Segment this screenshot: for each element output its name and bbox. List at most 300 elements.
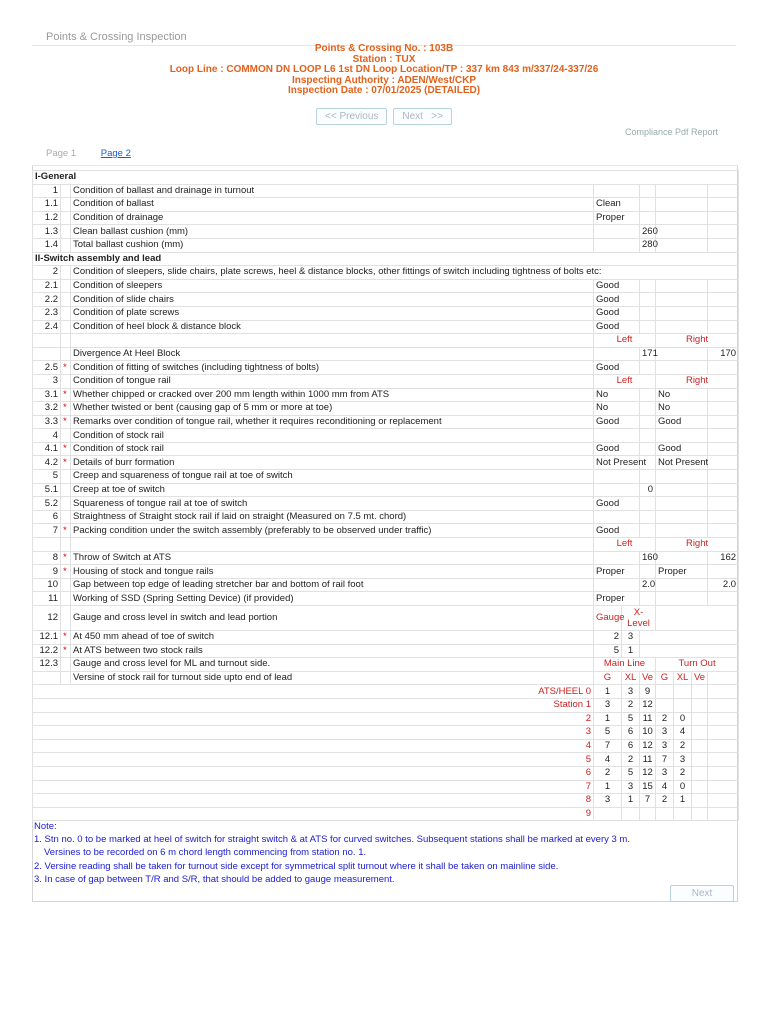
versine-value: 0 bbox=[674, 780, 692, 794]
station-label: 2 bbox=[33, 712, 594, 726]
mandatory-star bbox=[61, 538, 71, 552]
table-row bbox=[33, 578, 739, 592]
left-value bbox=[594, 429, 640, 443]
item-number: 1.1 bbox=[33, 198, 61, 212]
versine-value: 1 bbox=[594, 685, 622, 699]
note-1: 1. Stn no. 0 to be marked at heel of switch for straight switch & at ATS for curved switches. Subsequent stations shall be marked at every 3 m. bbox=[34, 834, 630, 846]
right-number bbox=[708, 510, 739, 524]
page-tabs bbox=[46, 148, 153, 159]
table-row bbox=[33, 497, 739, 511]
versine-value: 7 bbox=[656, 753, 674, 767]
station-label: 7 bbox=[33, 780, 594, 794]
mandatory-star bbox=[61, 606, 71, 631]
item-text: Whether chipped or cracked over 200 mm length within 1000 mm from ATS bbox=[71, 388, 594, 402]
table-row bbox=[33, 184, 739, 198]
notes-title: Note: bbox=[34, 821, 57, 832]
versine-value: 5 bbox=[622, 766, 640, 780]
left-number bbox=[640, 279, 656, 293]
item-text: Straightness of Straight stock rail if laid on straight (Measured on 7.5 mt. chord) bbox=[71, 510, 594, 524]
table-row bbox=[33, 739, 739, 753]
table-row bbox=[33, 606, 739, 631]
versine-value bbox=[692, 807, 708, 821]
item-number: 2.5 bbox=[33, 361, 61, 375]
right-number bbox=[708, 198, 739, 212]
right-number: 170 bbox=[708, 347, 739, 361]
compliance-pdf-link[interactable]: Compliance Pdf Report bbox=[624, 127, 718, 137]
station-label: Station 1 bbox=[33, 698, 594, 712]
table-row bbox=[33, 551, 739, 565]
table-row bbox=[33, 592, 739, 606]
note-3: 3. In case of gap between T/R and S/R, that should be added to gauge measurement. bbox=[34, 873, 395, 885]
table-row bbox=[33, 671, 739, 685]
mandatory-star bbox=[61, 497, 71, 511]
versine-value: 2 bbox=[622, 698, 640, 712]
item-number: 1.3 bbox=[33, 225, 61, 239]
versine-value: 4 bbox=[674, 726, 692, 740]
mandatory-star bbox=[61, 293, 71, 307]
item-number: 4.2 bbox=[33, 456, 61, 470]
right-number bbox=[708, 442, 739, 456]
left-header: Left bbox=[594, 334, 656, 348]
left-number bbox=[640, 592, 656, 606]
right-value bbox=[656, 578, 708, 592]
item-number: 1.4 bbox=[33, 238, 61, 252]
mandatory-star bbox=[61, 483, 71, 497]
mandatory-star bbox=[61, 320, 71, 334]
left-value: Good bbox=[594, 497, 640, 511]
report-header bbox=[0, 44, 768, 97]
item-number: 12.1 bbox=[33, 631, 61, 645]
left-value: Good bbox=[594, 320, 640, 334]
versine-value: 9 bbox=[640, 685, 656, 699]
right-value bbox=[656, 347, 708, 361]
versine-value: 3 bbox=[622, 780, 640, 794]
header-authority: Inspecting Authority : ADEN/West/CKP bbox=[291, 74, 477, 86]
item-text: Divergence At Heel Block bbox=[71, 347, 594, 361]
right-number: 2.0 bbox=[708, 578, 739, 592]
gauge-header: Gauge bbox=[594, 606, 622, 631]
left-number bbox=[640, 497, 656, 511]
item-number: 2.3 bbox=[33, 306, 61, 320]
left-value: Clean bbox=[594, 198, 640, 212]
left-value: Good bbox=[594, 524, 640, 538]
item-number: 12.2 bbox=[33, 644, 61, 658]
item-text: Condition of ballast and drainage in turnout bbox=[71, 184, 594, 198]
item-number: 4.1 bbox=[33, 442, 61, 456]
mandatory-star bbox=[61, 334, 71, 348]
header-station: Station : TUX bbox=[352, 53, 416, 65]
xlevel-header-line1: X- bbox=[633, 607, 644, 618]
blank-cell bbox=[708, 753, 739, 767]
right-number bbox=[708, 225, 739, 239]
blank-cell bbox=[640, 631, 739, 645]
item-text: Throw of Switch at ATS bbox=[71, 551, 594, 565]
mandatory-star bbox=[61, 592, 71, 606]
item-text: Condition of stock rail bbox=[71, 442, 594, 456]
item-text: Condition of drainage bbox=[71, 211, 594, 225]
table-row bbox=[33, 807, 739, 821]
right-value: No bbox=[656, 402, 708, 416]
table-row bbox=[33, 442, 739, 456]
header-loop-line: Loop Line : COMMON DN LOOP L6 1st DN Loop Location/TP : 337 km 843 m/337/24-337/26 bbox=[169, 64, 599, 75]
item-text bbox=[71, 334, 594, 348]
table-row bbox=[33, 510, 739, 524]
gauge-value: 2 bbox=[594, 631, 622, 645]
versine-col-header: Ve bbox=[640, 671, 656, 685]
versine-col-header: G bbox=[656, 671, 674, 685]
blank-cell bbox=[61, 671, 71, 685]
left-value: No bbox=[594, 388, 640, 402]
table-row bbox=[33, 794, 739, 808]
table-row bbox=[33, 524, 739, 538]
versine-col-header: G bbox=[594, 671, 622, 685]
right-number bbox=[708, 238, 739, 252]
item-number: 5.2 bbox=[33, 497, 61, 511]
item-number bbox=[33, 538, 61, 552]
versine-value: 3 bbox=[622, 685, 640, 699]
mandatory-star bbox=[61, 184, 71, 198]
item-number: 1.2 bbox=[33, 211, 61, 225]
section-heading: I-General bbox=[33, 171, 739, 185]
table-row bbox=[33, 320, 739, 334]
versine-value bbox=[640, 807, 656, 821]
right-header: Right bbox=[656, 334, 739, 348]
versine-value: 2 bbox=[594, 766, 622, 780]
right-number bbox=[708, 293, 739, 307]
mandatory-star bbox=[61, 225, 71, 239]
versine-value bbox=[692, 780, 708, 794]
item-text: Total ballast cushion (mm) bbox=[71, 238, 594, 252]
right-value: Good bbox=[656, 442, 708, 456]
mandatory-star: * bbox=[61, 442, 71, 456]
right-number bbox=[708, 483, 739, 497]
versine-value: 7 bbox=[640, 794, 656, 808]
blank-cell bbox=[33, 671, 61, 685]
station-label: 5 bbox=[33, 753, 594, 767]
mandatory-star bbox=[61, 211, 71, 225]
next-button[interactable]: Next >> bbox=[393, 108, 452, 125]
left-value bbox=[594, 510, 640, 524]
right-value: No bbox=[656, 388, 708, 402]
left-value bbox=[594, 238, 640, 252]
left-number bbox=[640, 184, 656, 198]
versine-value bbox=[692, 766, 708, 780]
station-label: ATS/HEEL 0 bbox=[33, 685, 594, 699]
versine-value bbox=[692, 712, 708, 726]
xlevel-value: 1 bbox=[622, 644, 640, 658]
right-number bbox=[708, 279, 739, 293]
item-text: Condition of sleepers bbox=[71, 279, 594, 293]
item-text: Condition of stock rail bbox=[71, 429, 594, 443]
versine-value: 12 bbox=[640, 698, 656, 712]
left-header: Left bbox=[594, 538, 656, 552]
main-line-header: Main Line bbox=[594, 658, 656, 672]
station-label: 3 bbox=[33, 726, 594, 740]
left-number bbox=[640, 361, 656, 375]
previous-button[interactable]: << Previous bbox=[316, 108, 387, 125]
item-number: 3.2 bbox=[33, 402, 61, 416]
left-number: 160 bbox=[640, 551, 656, 565]
left-number bbox=[640, 429, 656, 443]
left-value: Not Present bbox=[594, 456, 640, 470]
item-text: Gap between top edge of leading stretcher bar and bottom of rail foot bbox=[71, 578, 594, 592]
right-value bbox=[656, 184, 708, 198]
versine-value bbox=[692, 685, 708, 699]
left-value: Proper bbox=[594, 211, 640, 225]
table-row bbox=[33, 415, 739, 429]
item-number: 1 bbox=[33, 184, 61, 198]
versine-col-header: XL bbox=[622, 671, 640, 685]
xlevel-value: 3 bbox=[622, 631, 640, 645]
item-number: 11 bbox=[33, 592, 61, 606]
versine-value: 5 bbox=[594, 726, 622, 740]
versine-value: 6 bbox=[622, 726, 640, 740]
table-row bbox=[33, 374, 739, 388]
right-value bbox=[656, 279, 708, 293]
item-number: 12.3 bbox=[33, 658, 61, 672]
versine-value bbox=[594, 807, 622, 821]
left-value: Proper bbox=[594, 565, 640, 579]
next-bottom-button[interactable]: Next bbox=[670, 885, 734, 902]
inspection-table bbox=[32, 170, 739, 821]
left-value: Good bbox=[594, 279, 640, 293]
item-number: 2.2 bbox=[33, 293, 61, 307]
mandatory-star bbox=[61, 510, 71, 524]
table-row bbox=[33, 470, 739, 484]
left-number bbox=[640, 442, 656, 456]
header-date: Inspection Date : 07/01/2025 (DETAILED) bbox=[287, 85, 481, 96]
table-row bbox=[33, 753, 739, 767]
left-value: Good bbox=[594, 361, 640, 375]
blank-cell bbox=[656, 606, 739, 631]
table-row bbox=[33, 644, 739, 658]
table-row bbox=[33, 726, 739, 740]
station-label: 9 bbox=[33, 807, 594, 821]
item-text: Creep and squareness of tongue rail at toe of switch bbox=[71, 470, 594, 484]
right-number bbox=[708, 211, 739, 225]
blank-cell bbox=[708, 712, 739, 726]
versine-value: 3 bbox=[656, 766, 674, 780]
page-2-link[interactable]: Page 2 bbox=[100, 148, 131, 159]
table-row bbox=[33, 402, 739, 416]
mandatory-star bbox=[61, 429, 71, 443]
left-value bbox=[594, 184, 640, 198]
table-row bbox=[33, 698, 739, 712]
table-row bbox=[33, 712, 739, 726]
left-number: 2.0 bbox=[640, 578, 656, 592]
table-row bbox=[33, 211, 739, 225]
item-number: 5.1 bbox=[33, 483, 61, 497]
page-1-label: Page 1 bbox=[46, 148, 77, 159]
versine-col-header: XL bbox=[674, 671, 692, 685]
turn-out-header: Turn Out bbox=[656, 658, 739, 672]
left-value: No bbox=[594, 402, 640, 416]
blank-cell bbox=[708, 685, 739, 699]
versine-col-header: Ve bbox=[692, 671, 708, 685]
blank-cell bbox=[640, 644, 739, 658]
mandatory-star bbox=[61, 347, 71, 361]
left-value: Good bbox=[594, 293, 640, 307]
versine-value: 6 bbox=[622, 739, 640, 753]
item-number: 12 bbox=[33, 606, 61, 631]
mandatory-star: * bbox=[61, 631, 71, 645]
blank-cell bbox=[708, 739, 739, 753]
item-number: 8 bbox=[33, 551, 61, 565]
mandatory-star: * bbox=[61, 415, 71, 429]
versine-value: 10 bbox=[640, 726, 656, 740]
versine-value bbox=[656, 698, 674, 712]
left-number bbox=[640, 402, 656, 416]
table-row bbox=[33, 766, 739, 780]
table-row bbox=[33, 780, 739, 794]
right-number bbox=[708, 320, 739, 334]
note-2: 2. Versine reading shall be taken for turnout side except for symmetrical split turnout where it shall be taken on mainline side. bbox=[34, 860, 559, 872]
gauge-value: 5 bbox=[594, 644, 622, 658]
table-row bbox=[33, 456, 739, 470]
item-text: At ATS between two stock rails bbox=[71, 644, 594, 658]
table-row bbox=[33, 266, 739, 280]
versine-value: 3 bbox=[656, 726, 674, 740]
item-text: Whether twisted or bent (causing gap of 5 mm or more at toe) bbox=[71, 402, 594, 416]
left-number bbox=[640, 211, 656, 225]
right-value bbox=[656, 510, 708, 524]
table-row bbox=[33, 238, 739, 252]
left-value bbox=[594, 470, 640, 484]
left-value: Proper bbox=[594, 592, 640, 606]
right-value bbox=[656, 225, 708, 239]
versine-value: 3 bbox=[656, 739, 674, 753]
table-row bbox=[33, 198, 739, 212]
right-value: Not Present bbox=[656, 456, 708, 470]
right-value bbox=[656, 524, 708, 538]
right-number bbox=[708, 306, 739, 320]
xlevel-header bbox=[622, 606, 656, 631]
table-row bbox=[33, 388, 739, 402]
table-row bbox=[33, 538, 739, 552]
versine-value: 1 bbox=[622, 794, 640, 808]
versine-value: 1 bbox=[674, 794, 692, 808]
table-row bbox=[33, 483, 739, 497]
station-label: 8 bbox=[33, 794, 594, 808]
right-number bbox=[708, 497, 739, 511]
versine-value: 12 bbox=[640, 739, 656, 753]
item-number: 3 bbox=[33, 374, 61, 388]
left-value bbox=[594, 347, 640, 361]
versine-value bbox=[674, 685, 692, 699]
right-number bbox=[708, 388, 739, 402]
right-value bbox=[656, 198, 708, 212]
item-text: Condition of ballast bbox=[71, 198, 594, 212]
section-heading: II-Switch assembly and lead bbox=[33, 252, 739, 266]
item-text: Details of burr formation bbox=[71, 456, 594, 470]
versine-value bbox=[674, 698, 692, 712]
blank-cell bbox=[708, 766, 739, 780]
right-header: Right bbox=[656, 374, 739, 388]
table-row bbox=[33, 347, 739, 361]
item-text: Condition of plate screws bbox=[71, 306, 594, 320]
right-value: Proper bbox=[656, 565, 708, 579]
versine-value: 7 bbox=[594, 739, 622, 753]
item-number: 3.3 bbox=[33, 415, 61, 429]
table-row bbox=[33, 293, 739, 307]
right-number: 162 bbox=[708, 551, 739, 565]
right-number bbox=[708, 184, 739, 198]
mandatory-star: * bbox=[61, 402, 71, 416]
versine-value bbox=[692, 726, 708, 740]
item-number bbox=[33, 334, 61, 348]
table-row bbox=[33, 334, 739, 348]
item-number: 2 bbox=[33, 266, 61, 280]
notes-section bbox=[34, 820, 734, 886]
right-value bbox=[656, 293, 708, 307]
left-number: 0 bbox=[640, 483, 656, 497]
versine-value: 11 bbox=[640, 712, 656, 726]
item-number bbox=[33, 347, 61, 361]
versine-value: 12 bbox=[640, 766, 656, 780]
item-text: Packing condition under the switch assembly (preferably to be observed under traffic) bbox=[71, 524, 594, 538]
versine-value bbox=[692, 753, 708, 767]
note-1-continued: Versines to be recorded on 6 m chord length commencing from station no. 1. bbox=[44, 847, 367, 859]
versine-value: 2 bbox=[656, 794, 674, 808]
versine-value: 5 bbox=[622, 712, 640, 726]
item-number: 6 bbox=[33, 510, 61, 524]
table-row bbox=[33, 306, 739, 320]
blank-cell bbox=[708, 671, 739, 685]
right-value bbox=[656, 361, 708, 375]
versine-value bbox=[692, 794, 708, 808]
left-number bbox=[640, 524, 656, 538]
left-number bbox=[640, 470, 656, 484]
header-pc-no: Points & Crossing No. : 103B bbox=[314, 43, 454, 54]
item-text: Versine of stock rail for turnout side upto end of lead bbox=[71, 671, 594, 685]
mandatory-star bbox=[61, 578, 71, 592]
station-label: 4 bbox=[33, 739, 594, 753]
mandatory-star: * bbox=[61, 456, 71, 470]
left-number bbox=[640, 510, 656, 524]
left-number bbox=[640, 198, 656, 212]
right-number bbox=[708, 565, 739, 579]
mandatory-star bbox=[61, 198, 71, 212]
table-row bbox=[33, 279, 739, 293]
item-text: Gauge and cross level for ML and turnout side. bbox=[71, 658, 594, 672]
left-value: Good bbox=[594, 415, 640, 429]
item-text: Clean ballast cushion (mm) bbox=[71, 225, 594, 239]
versine-value bbox=[656, 685, 674, 699]
item-text: Remarks over condition of tongue rail, whether it requires reconditioning or replacement bbox=[71, 415, 594, 429]
blank-cell bbox=[708, 780, 739, 794]
left-number bbox=[640, 293, 656, 307]
right-value bbox=[656, 470, 708, 484]
item-number: 2.4 bbox=[33, 320, 61, 334]
mandatory-star: * bbox=[61, 644, 71, 658]
right-value bbox=[656, 429, 708, 443]
item-text: Housing of stock and tongue rails bbox=[71, 565, 594, 579]
left-number bbox=[640, 565, 656, 579]
mandatory-star: * bbox=[61, 565, 71, 579]
item-text: At 450 mm ahead of toe of switch bbox=[71, 631, 594, 645]
left-value: Good bbox=[594, 306, 640, 320]
right-value bbox=[656, 211, 708, 225]
left-value bbox=[594, 483, 640, 497]
xlevel-header-line2: Level bbox=[627, 618, 650, 629]
mandatory-star bbox=[61, 470, 71, 484]
item-number: 5 bbox=[33, 470, 61, 484]
mandatory-star bbox=[61, 238, 71, 252]
right-value bbox=[656, 497, 708, 511]
right-number bbox=[708, 429, 739, 443]
right-value bbox=[656, 320, 708, 334]
mandatory-star: * bbox=[61, 361, 71, 375]
